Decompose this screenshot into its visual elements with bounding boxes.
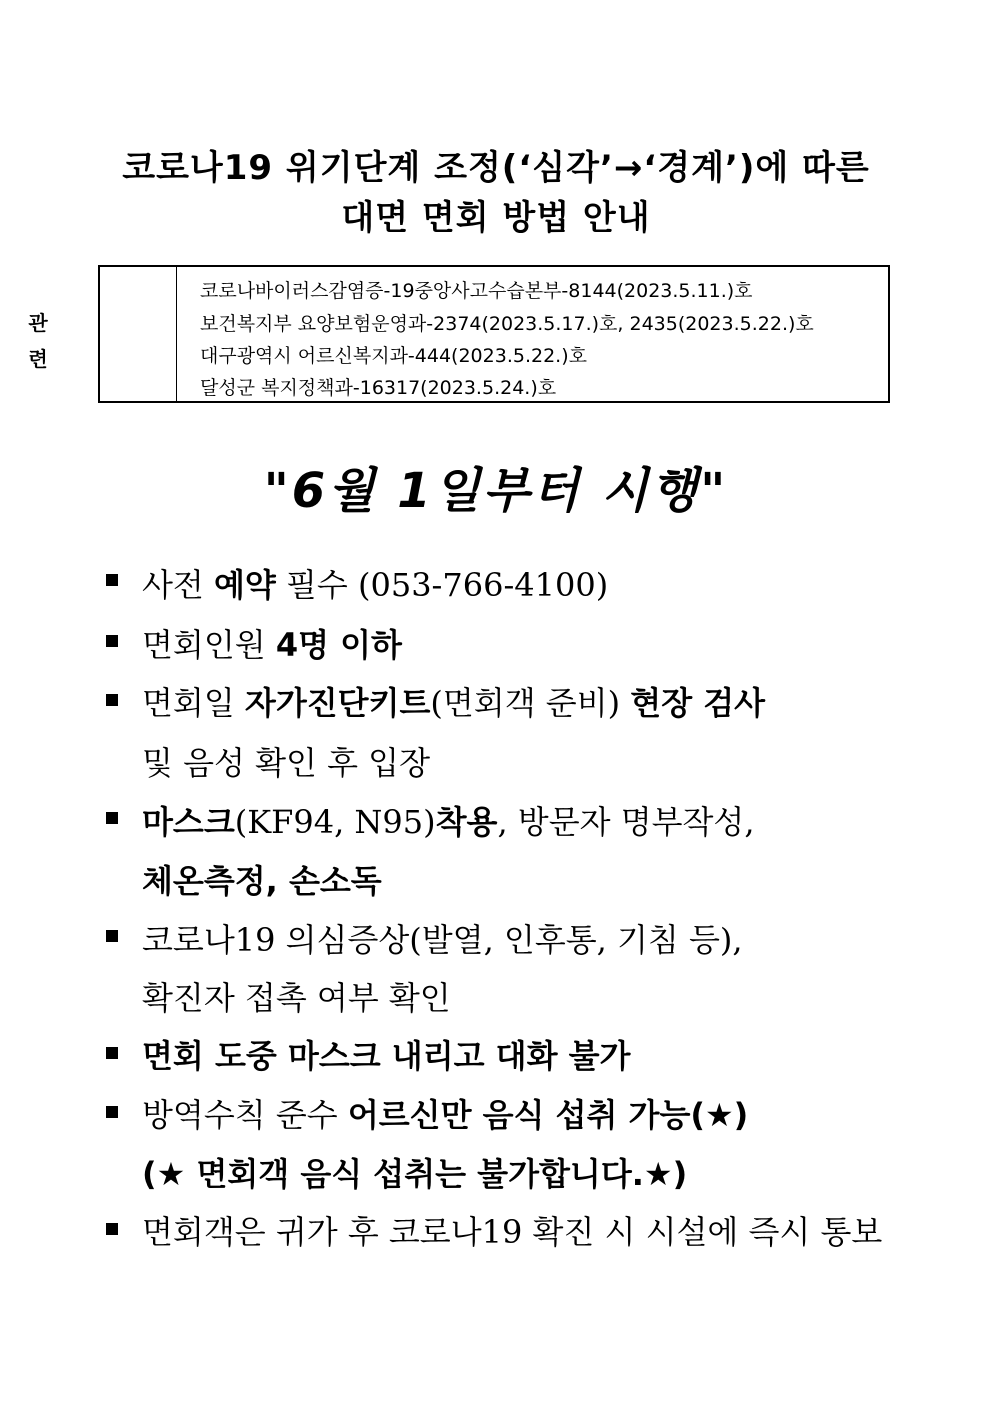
bullet-item-reservation — [142, 560, 608, 606]
bullet-item-self-test — [142, 678, 765, 724]
reference-line: 보건복지부 요양보험운영과-2374(2023.5.17.)호, 2435(2023.5.22.)호 — [200, 313, 814, 335]
bullet-item-food-rule — [142, 1090, 748, 1136]
emphasis-text: 자가진단키트 — [244, 684, 431, 722]
bullet-item-visitor-limit — [142, 620, 402, 666]
emphasis-text: 현장 검사 — [630, 684, 766, 722]
text: 면회일 — [142, 684, 245, 722]
emphasis-text: 어르신만 음식 섭취 가능(★) — [347, 1096, 749, 1134]
emphasis-text: 착용 — [435, 803, 498, 841]
bullet-item-self-test-continued: 및 음성 확인 후 입장 — [142, 744, 430, 782]
bullet-item-symptom-check: 코로나19 의심증상(발열, 인후통, 기침 등), — [142, 921, 743, 959]
bullet-square-icon — [106, 812, 118, 824]
reference-label-char-1: 관 — [28, 311, 48, 335]
text: (면회객 준비) — [430, 684, 631, 722]
emphasis-text: 체온측정, 손소독 — [142, 862, 382, 900]
text: , 방문자 명부작성, — [497, 803, 755, 841]
text: 사전 — [142, 566, 214, 604]
bullet-square-icon — [106, 635, 118, 647]
text: 방역수칙 준수 — [142, 1096, 348, 1134]
effective-date-notice: "6월 1일부터 시행" — [263, 463, 729, 519]
bullet-item-report-infection: 면회객은 귀가 후 코로나19 확진 시 시설에 즉시 통보 — [142, 1213, 883, 1251]
bullet-item-mask-continued — [142, 856, 382, 902]
reference-label-cell — [100, 267, 177, 401]
bullet-square-icon — [106, 574, 118, 586]
bullet-item-food-rule-continued — [142, 1149, 687, 1195]
emphasis-text: 마스크 — [142, 803, 235, 841]
bullet-square-icon — [106, 930, 118, 942]
reference-line: 달성군 복지정책과-16317(2023.5.24.)호 — [200, 377, 557, 399]
emphasis-text: 4명 이하 — [275, 626, 402, 664]
bullet-item-mask — [142, 797, 755, 843]
bullet-square-icon — [106, 694, 118, 706]
bullet-square-icon — [106, 1106, 118, 1118]
emphasis-text: 예약 — [214, 566, 276, 604]
text: 면회인원 — [142, 626, 276, 664]
bullet-square-icon — [106, 1223, 118, 1235]
document-title-line-1: 코로나19 위기단계 조정(‘심각’→‘경계’)에 따른 — [122, 148, 870, 188]
reference-line: 코로나바이러스감염증-19중앙사고수습본부-8144(2023.5.11.)호 — [200, 280, 753, 302]
reference-line: 대구광역시 어르신복지과-444(2023.5.22.)호 — [200, 345, 587, 367]
bullet-square-icon — [106, 1047, 118, 1059]
emphasis-text: 면회 도중 마스크 내리고 대화 불가 — [142, 1037, 631, 1075]
document-title-line-2: 대면 면회 방법 안내 — [341, 198, 651, 238]
bullet-item-symptom-check-continued: 확진자 접촉 여부 확인 — [142, 979, 451, 1017]
reference-label-char-2: 련 — [28, 347, 48, 371]
bullet-item-no-talking — [142, 1031, 630, 1077]
emphasis-text: (★ 면회객 음식 섭취는 불가합니다.★) — [142, 1155, 688, 1193]
text: 필수 (053-766-4100) — [275, 566, 609, 604]
text: (KF94, N95) — [234, 803, 436, 841]
